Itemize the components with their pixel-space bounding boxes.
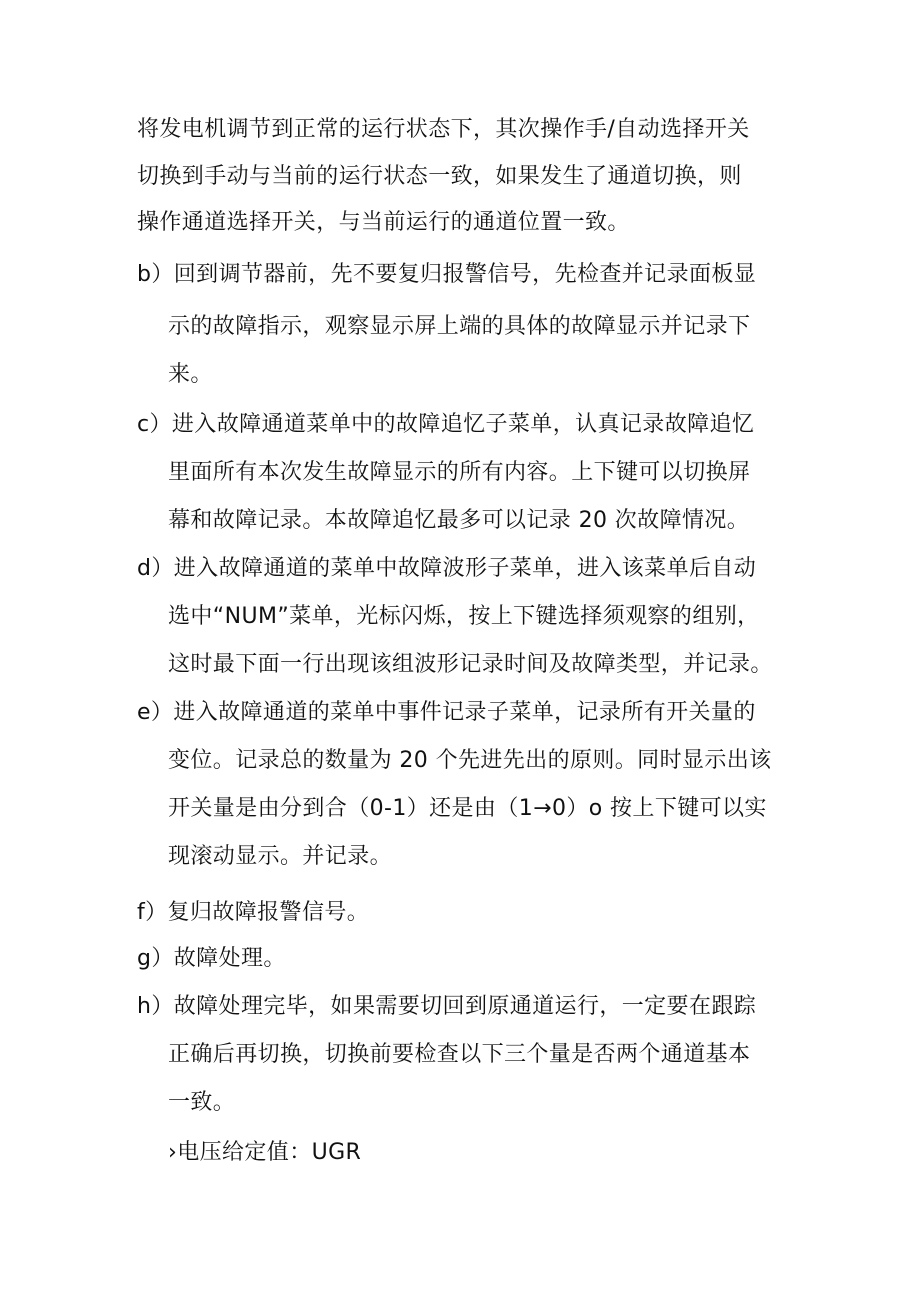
item-e-line-4: 现滚动显示。并记录。 xyxy=(168,844,393,869)
item-h-line-1: h）故障处理完毕，如果需要切回到原通道运行，一定要在跟踪 xyxy=(137,994,757,1019)
item-e-line-1: e）进入故障通道的菜单中事件记录子菜单，记录所有开关量的 xyxy=(137,700,756,725)
item-b-line-3: 来。 xyxy=(168,362,213,387)
intro-line-3: 操作通道选择开关，与当前运行的通道位置一致。 xyxy=(137,210,630,235)
item-h-line-3: 一致。 xyxy=(168,1090,236,1115)
item-b-line-1: b）回到调节器前，先不要复归报警信号，先检查并记录面板显 xyxy=(137,262,757,287)
item-h-line-2: 正确后再切换，切换前要检查以下三个量是否两个通道基本 xyxy=(168,1042,751,1067)
item-c-line-1: c）进入故障通道菜单中的故障追忆子菜单，认真记录故障追忆 xyxy=(137,412,755,437)
item-c-line-2: 里面所有本次发生故障显示的所有内容。上下键可以切换屏 xyxy=(168,460,751,485)
item-g-line-1: g）故障处理。 xyxy=(137,946,286,971)
item-d-line-2: 选中“NUM”菜单，光标闪烁，按上下键选择须观察的组别， xyxy=(168,604,760,629)
item-d-line-1: d）进入故障通道的菜单中故障波形子菜单，进入该菜单后自动 xyxy=(137,556,757,581)
item-e-line-3: 开关量是由分到合（0-1）还是由（1→0）o 按上下键可以实 xyxy=(168,796,767,821)
intro-line-2: 切换到手动与当前的运行状态一致，如果发生了通道切换，则 xyxy=(137,164,742,189)
intro-line-1: 将发电机调节到正常的运行状态下，其次操作手/自动选择开关 xyxy=(137,117,750,142)
item-f-line-1: f）复归故障报警信号。 xyxy=(137,900,370,925)
item-c-line-3: 幕和故障记录。本故障追忆最多可以记录 20 次故障情况。 xyxy=(168,508,750,533)
item-e-line-2: 变位。记录总的数量为 20 个先进先出的原则。同时显示出该 xyxy=(168,748,772,773)
item-b-line-2: 示的故障指示，观察显示屏上端的具体的故障显示并记录下 xyxy=(168,314,751,339)
item-d-line-3: 这时最下面一行出现该组波形记录时间及故障类型，并记录。 xyxy=(168,652,773,677)
sub-item-voltage-setpoint: ›电压给定值：UGR xyxy=(168,1140,362,1165)
